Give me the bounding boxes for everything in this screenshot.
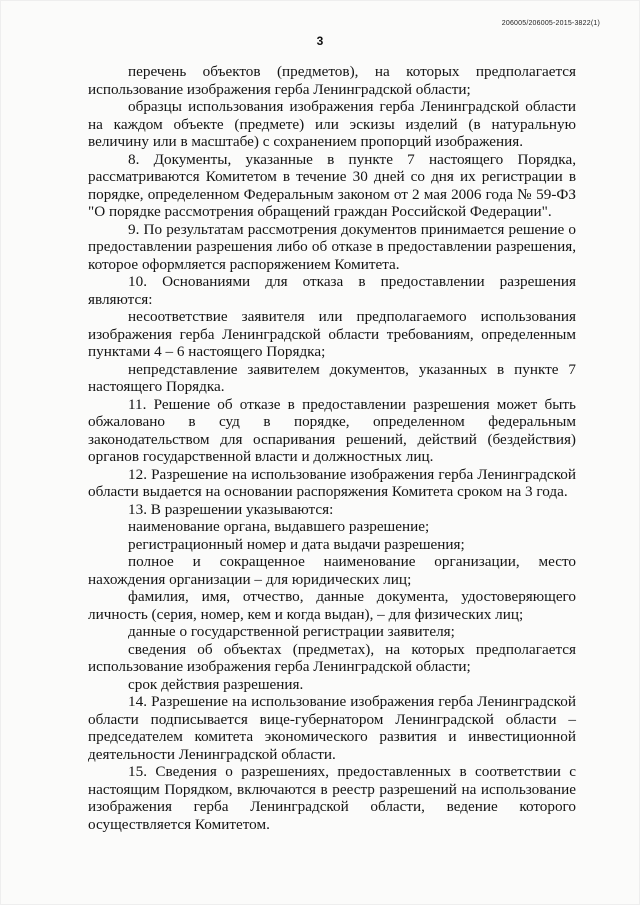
paragraph-item-9: 9. По результатам рассмотрения документов принимается решение о предоставлении разрешения либо об отказе в предоставлении разрешения, которое оформляется распоряжением Комитета. — [88, 220, 576, 273]
page-number: 3 — [316, 34, 324, 48]
paragraph-objects-list: перечень объектов (предметов), на которых предполагается использование изображения герба Ленинградской области; — [88, 63, 576, 98]
document-body — [88, 63, 576, 833]
paragraph-person-data: фамилия, имя, отчество, данные документа, удостоверяющего личность (серия, номер, кем и когда выдан), – для физических лиц; — [88, 588, 576, 623]
paragraph-state-registration: данные о государственной регистрации заявителя; — [128, 623, 455, 640]
paragraph-nonconformity: несоответствие заявителя или предполагаемого использования изображения герба Ленинградской области требованиям, определенным пунктами 4 – 6 настоящего Порядка; — [88, 308, 576, 360]
paragraph-item-11: 11. Решение об отказе в предоставлении разрешения может быть обжаловано в суд в порядке, определенном федеральным законодательством для оспаривания решений, действий (бездействия) органов государственной власти и должностных лиц. — [88, 395, 576, 465]
paragraph-authority-name: наименование органа, выдавшего разрешение; — [128, 518, 430, 535]
paragraph-objects-info: сведения об объектах (предметах), на которых предполагается использование изображения герба Ленинградской области; — [88, 640, 576, 675]
paragraph-item-10: 10. Основаниями для отказа в предоставлении разрешения являются: — [88, 273, 576, 308]
paragraph-item-14: 14. Разрешение на использование изображения герба Ленинградской области подписывается вице-губернатором Ленинградской области – председателем комитета экономического развития и инвестиционной деятельности Ленинградской области. — [88, 693, 576, 763]
paragraph-organization-name: полное и сокращенное наименование организации, место нахождения организации – для юридических лиц; — [88, 553, 576, 588]
paragraph-item-15: 15. Сведения о разрешениях, предоставленных в соответствии с настоящим Порядком, включаются в реестр разрешений на использование изображения герба Ленинградской области, ведение которого осуществляется Комитетом. — [88, 763, 576, 833]
paragraph-nonsubmission: непредставление заявителем документов, указанных в пункте 7 настоящего Порядка. — [88, 360, 576, 395]
paragraph-item-12: 12. Разрешение на использование изображения герба Ленинградской области выдается на основании распоряжения Комитета сроком на 3 года. — [88, 465, 576, 500]
paragraph-validity-period: срок действия разрешения. — [128, 675, 304, 693]
paragraph-item-13: 13. В разрешении указываются: — [128, 500, 334, 518]
paragraph-registration-number: регистрационный номер и дата выдачи разрешения; — [128, 535, 465, 553]
paragraph-item-8: 8. Документы, указанные в пункте 7 настоящего Порядка, рассматриваются Комитетом в течение 30 дней со дня их регистрации в порядке, определенном Федеральным законом от 2 мая 2006 года № 59-ФЗ "О порядке рассмотрения обращений граждан Российской Федерации". — [88, 150, 576, 220]
paragraph-samples: образцы использования изображения герба Ленинградской области на каждом объекте (предмете) или эскизы изделий (в натуральную величину или в масштабе) с сохранением пропорций изображения. — [88, 98, 576, 150]
document-id: 206005/206005-2015-3822(1) — [501, 20, 600, 27]
